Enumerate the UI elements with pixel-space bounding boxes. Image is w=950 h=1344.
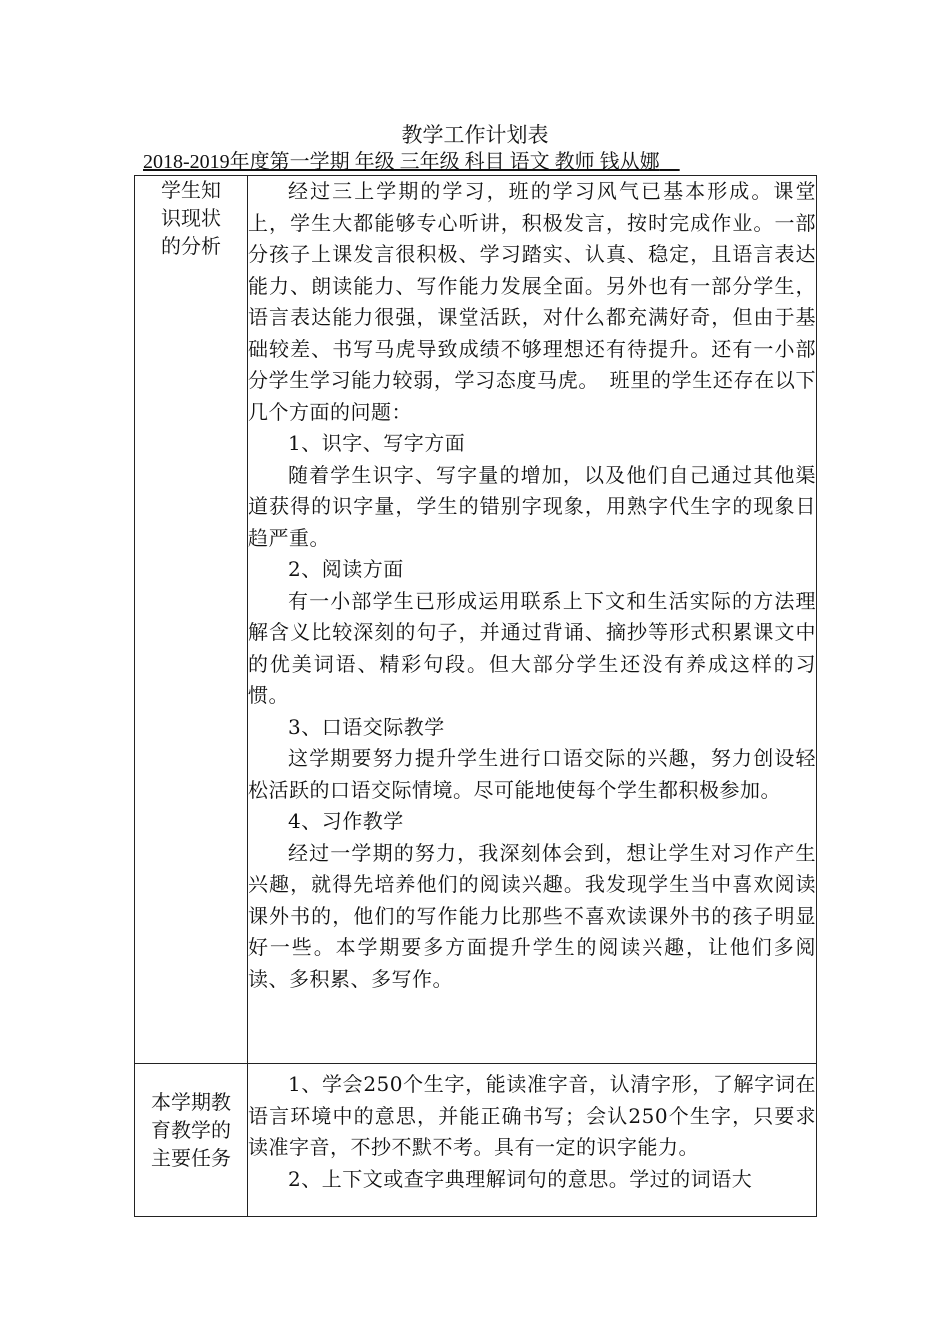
- document-title: 教学工作计划表: [401, 123, 549, 147]
- paragraph: 有一小部学生已形成运用联系上下文和生活实际的方法理解含义比较深刻的句子，并通过背诵、摘抄等形式积累课文中的优美词语、精彩句段。但大部分学生还没有养成这样的习惯。: [248, 588, 816, 707]
- row-content-cell: [248, 1064, 817, 1217]
- paragraph: 经过三上学期的学习，班的学习风气已基本形成。课堂上，学生大都能够专心听讲，积极发言，按时完成作业。一部分孩子上课发言很积极、学习踏实、认真、稳定，且语言表达能力、朗读能力、写作能力发展全面。另外也有一部分学生，语言表达能力很强，课堂活跃，对什么都充满好奇，但由于基础较差、书写马虎导致成绩不够理想还有待提升。还有一小部分学生学习能力较弱，学习态度马虎。 班里的学生还存在以下几个方面的问题：: [248, 179, 816, 424]
- plan-table: [134, 175, 817, 1217]
- subtitle-trailing-underline: [660, 151, 680, 173]
- row-label-cell: [135, 1064, 248, 1217]
- tasks-content: [248, 1064, 816, 1195]
- row-content-cell: [248, 176, 817, 1064]
- row-label-cell: [135, 176, 248, 1064]
- paragraph: 2、上下文或查字典理解词句的意思。学过的词语大: [288, 1166, 753, 1191]
- subtitle-info: 2018-2019年度第一学期 年级 三年级 科目 语文 教师 钱从娜: [143, 151, 660, 173]
- paragraph: 1、学会250个生字，能读准字音，认清字形，了解字词在语言环境中的意思，并能正确书写；会认250个生字，只要求读准字音，不抄不默不考。具有一定的识字能力。: [248, 1072, 816, 1159]
- table-row-analysis: [135, 176, 817, 1064]
- row-label: 学生知识现状的分析: [161, 178, 221, 258]
- section-heading: 3、口语交际教学: [288, 714, 445, 739]
- section-heading: 1、识字、写字方面: [288, 431, 466, 455]
- document-subtitle: [143, 149, 680, 175]
- analysis-content: [248, 176, 816, 995]
- paragraph: 经过一学期的努力，我深刻体会到，想让学生对习作产生兴趣，就得先培养他们的阅读兴趣。我发现学生当中喜欢阅读课外书的，他们的写作能力比那些不喜欢读课外书的孩子明显好一些。本学期要多方面提升学生的阅读兴趣，让他们多阅读、多积累、多写作。: [248, 840, 816, 991]
- section-heading: 4、习作教学: [288, 809, 404, 833]
- paragraph: 这学期要努力提升学生进行口语交际的兴趣，努力创设轻松活跃的口语交际情境。尽可能地使每个学生都积极参加。: [248, 746, 816, 802]
- section-heading: 2、阅读方面: [288, 557, 404, 581]
- paragraph: 随着学生识字、写字量的增加，以及他们自己通过其他渠道获得的识字量，学生的错别字现象，用熟字代生字的现象日趋严重。: [248, 462, 816, 550]
- row-label: 本学期教育教学的主要任务: [151, 1090, 231, 1170]
- table-row-tasks: [135, 1064, 817, 1217]
